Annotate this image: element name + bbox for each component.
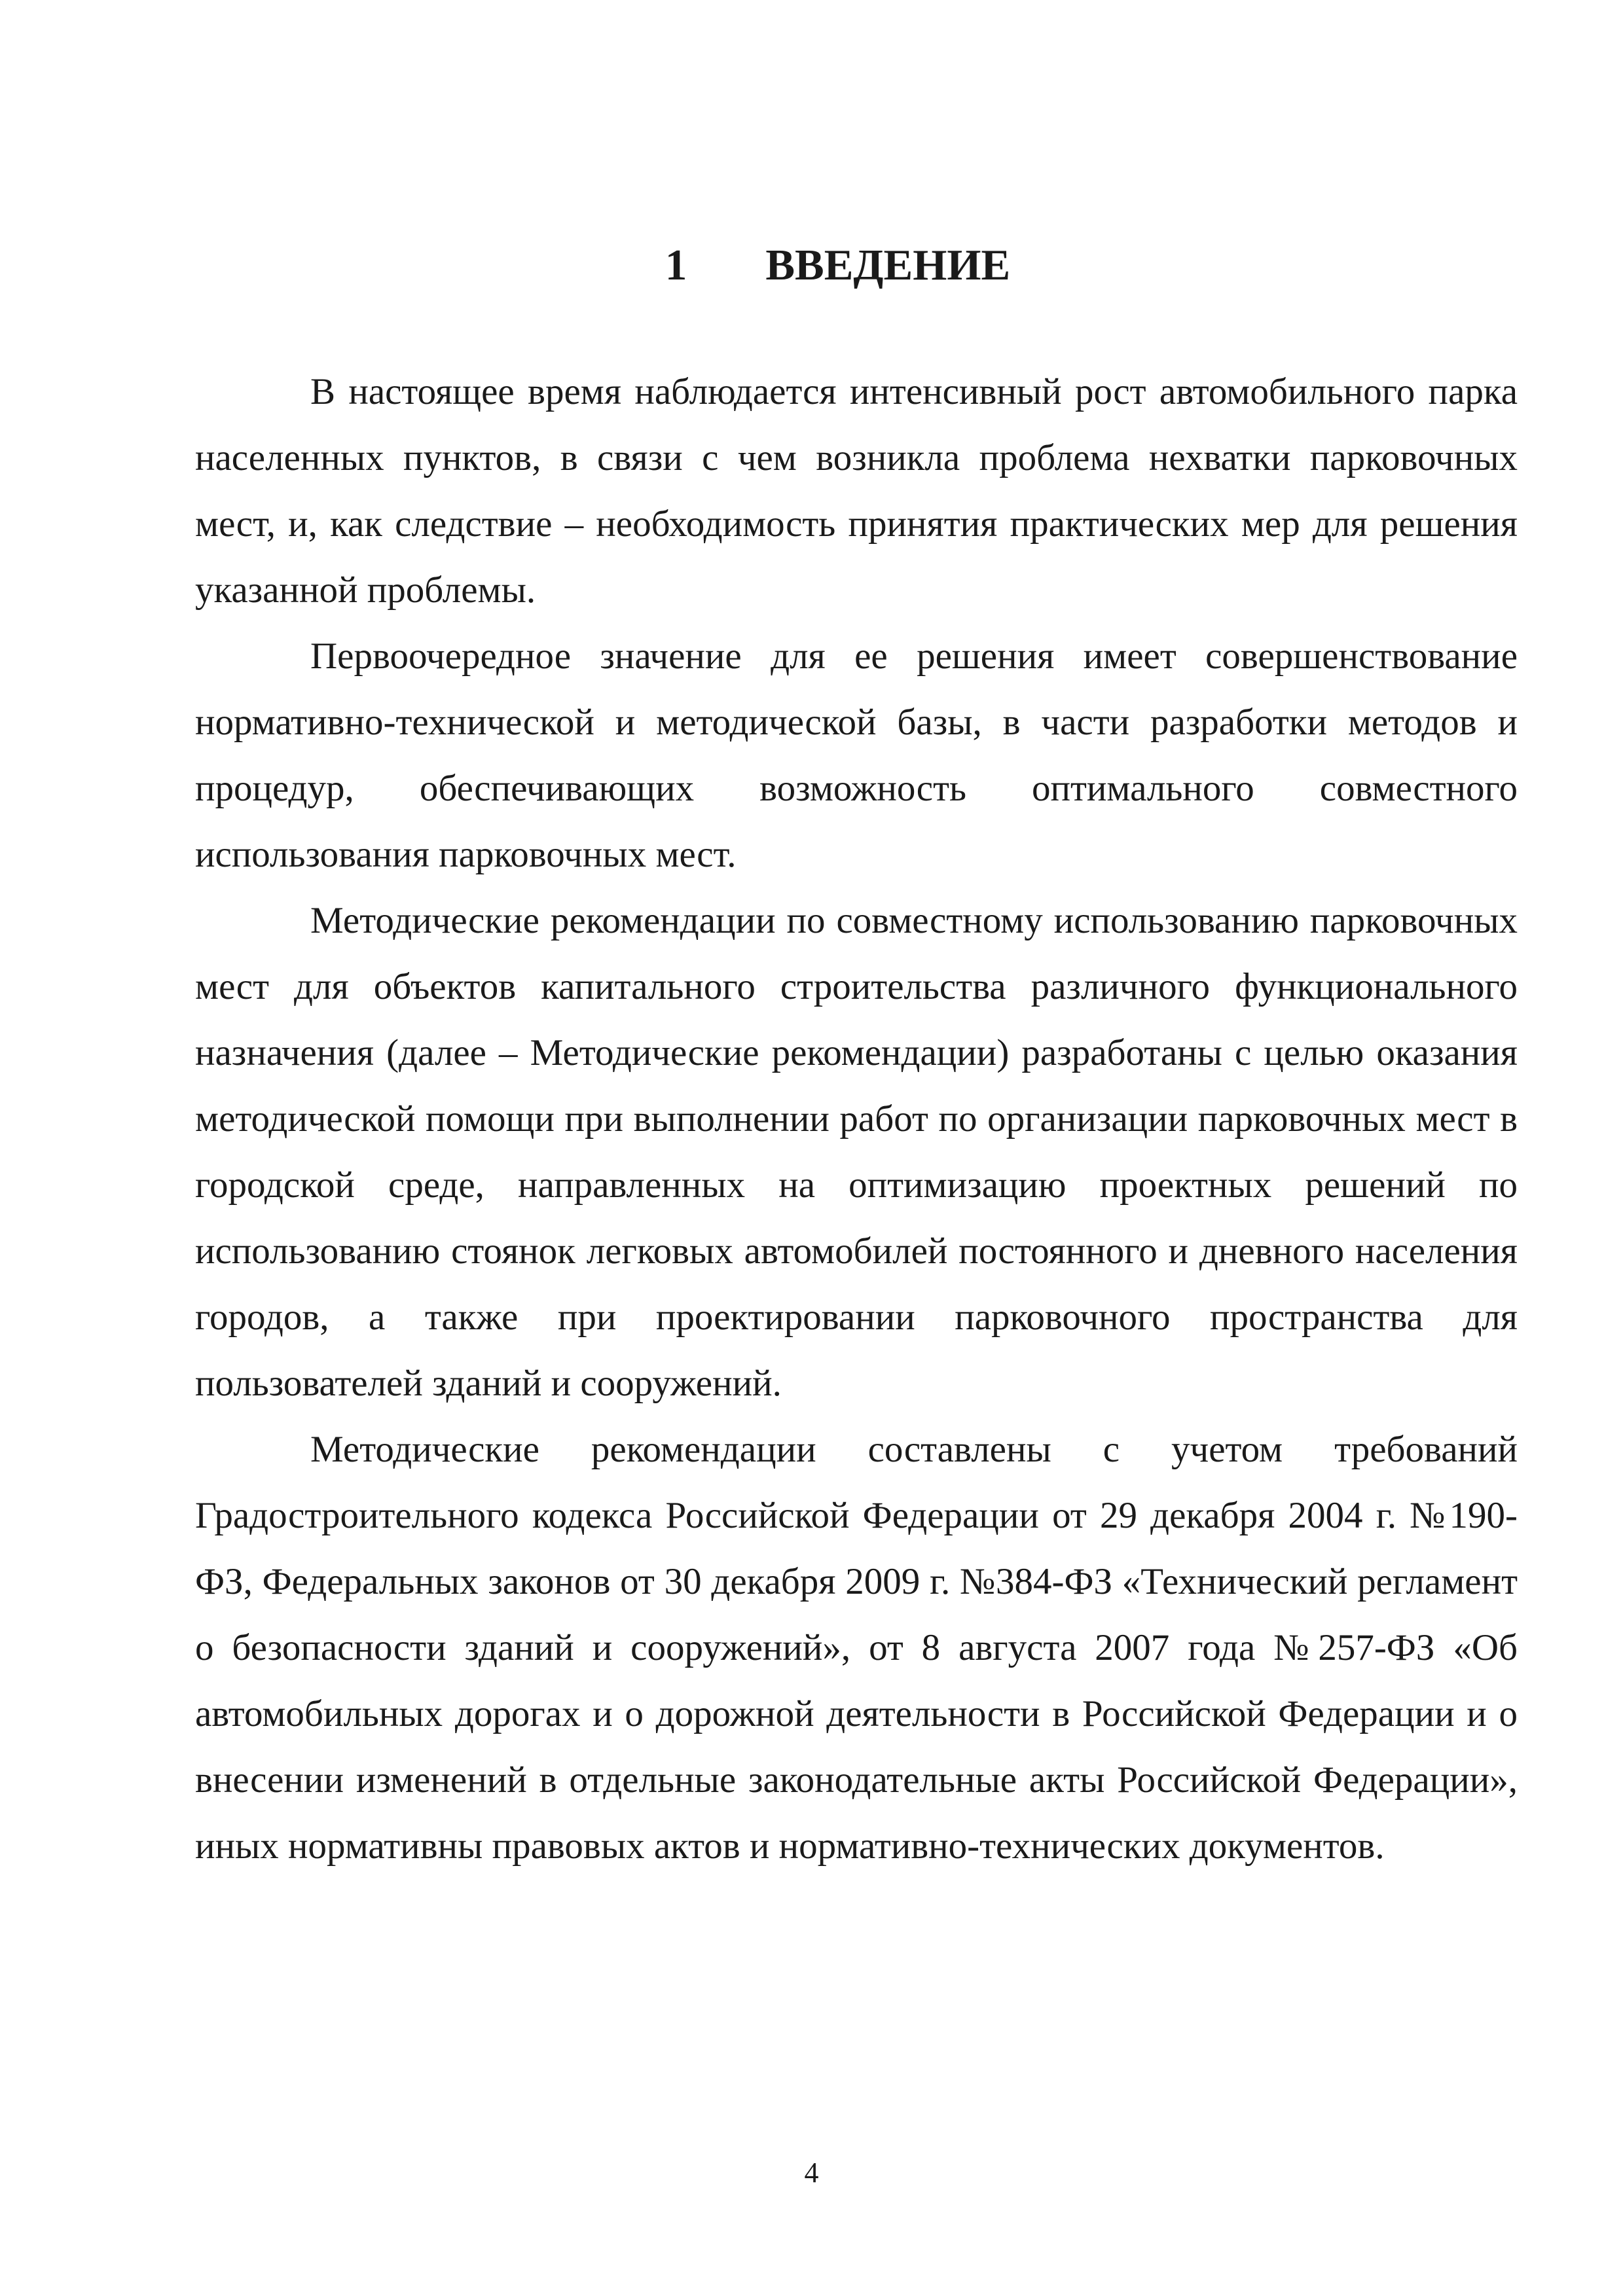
section-title: ВВЕДЕНИЕ	[765, 241, 1011, 289]
section-heading	[0, 232, 1623, 298]
paragraph: В настоящее время наблюдается интенсивный рост автомобильного парка населенных пунктов, в связи с чем возникла проблема нехватки парковочных мест, и, как следствие – необходимость принятия практических мер для решения указанной проблемы.	[195, 371, 1518, 611]
paragraph: Методические рекомендации по совместному использованию парковочных мест для объектов капитального строительства различного функционального назначения (далее – Методические рекомендации) разработаны с целью оказания методической помощи при выполнении работ по организации парковочных мест в городской среде, направленных на оптимизацию проектных решений по использованию стоянок легковых автомобилей постоянного и дневного населения городов, а также при проектировании парковочного пространства для пользователей зданий и сооружений.	[195, 900, 1518, 1404]
section-number: 1	[665, 241, 687, 289]
body-text	[195, 359, 1518, 1879]
paragraph: Первоочередное значение для ее решения имеет совершенствование нормативно-технической и методической базы, в части разработки методов и процедур, обеспечивающих возможность оптимального совместного использования парковочных мест.	[195, 636, 1518, 875]
page-number: 4	[804, 2157, 819, 2189]
paragraph: Методические рекомендации составлены с учетом требований Градостроительного кодекса Российской Федерации от 29 декабря 2004 г. №190-ФЗ, Федеральных законов от 30 декабря 2009 г. №384-ФЗ «Технический регламент о безопасности зданий и сооружений», от 8 августа 2007 года №257-ФЗ «Об автомобильных дорогах и о дорожной деятельности в Российской Федерации и о внесении изменений в отдельные законодательные акты Российской Федерации», иных нормативны правовых актов и нормативно-технических документов.	[195, 1429, 1518, 1867]
